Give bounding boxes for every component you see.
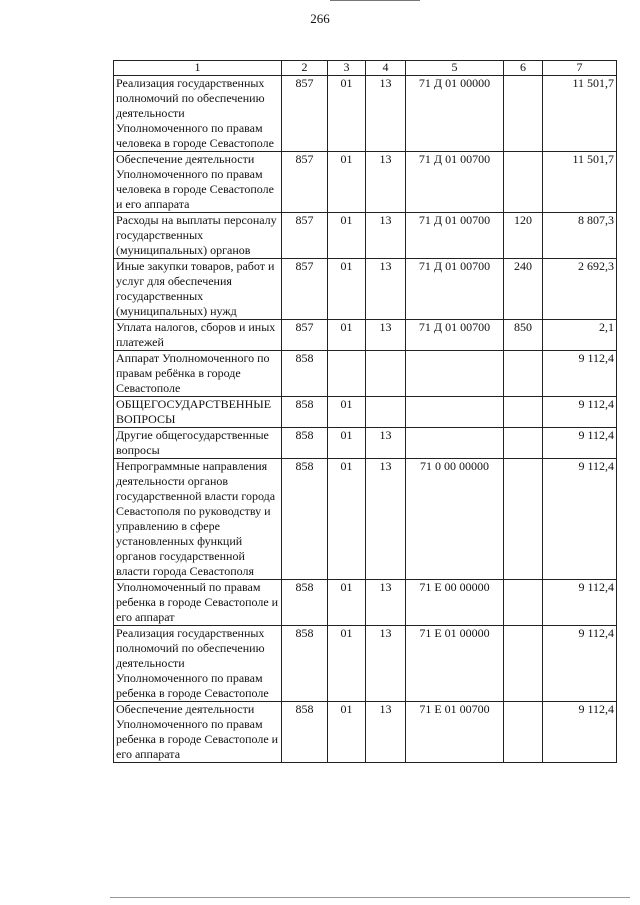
header-row xyxy=(114,61,617,76)
header-col-2: 2 xyxy=(282,61,328,76)
row-name: Уполномоченный по правам ребенка в городе Севастополе и его аппарат xyxy=(114,580,282,626)
row-department-code: 858 xyxy=(282,580,328,626)
table-row xyxy=(114,320,617,351)
row-department-code: 858 xyxy=(282,626,328,702)
row-name: Расходы на выплаты персоналу государственных (муниципальных) органов xyxy=(114,213,282,259)
table-row xyxy=(114,702,617,763)
header-col-3: 3 xyxy=(328,61,366,76)
row-name: Аппарат Уполномоченного по правам ребёнка в городе Севастополе xyxy=(114,351,282,397)
row-section-code: 01 xyxy=(328,76,366,152)
row-subsection-code xyxy=(366,351,406,397)
row-amount: 2,1 xyxy=(543,320,617,351)
header-col-4: 4 xyxy=(366,61,406,76)
row-expense-type xyxy=(504,702,543,763)
header-col-5: 5 xyxy=(406,61,504,76)
row-target-article xyxy=(406,351,504,397)
row-name: Реализация государственных полномочий по обеспечению деятельности Уполномоченного по правам ребенка в городе Севастополе xyxy=(114,626,282,702)
row-section-code: 01 xyxy=(328,626,366,702)
row-target-article xyxy=(406,397,504,428)
row-expense-type xyxy=(504,76,543,152)
row-amount: 9 112,4 xyxy=(543,428,617,459)
row-department-code: 858 xyxy=(282,459,328,580)
table-row xyxy=(114,213,617,259)
row-department-code: 858 xyxy=(282,428,328,459)
row-expense-type: 120 xyxy=(504,213,543,259)
row-name: Обеспечение деятельности Уполномоченного по правам ребенка в городе Севастополе и его аппарата xyxy=(114,702,282,763)
row-target-article: 71 0 00 00000 xyxy=(406,459,504,580)
header-col-6: 6 xyxy=(504,61,543,76)
row-target-article: 71 Д 01 00700 xyxy=(406,320,504,351)
table-row xyxy=(114,351,617,397)
budget-table xyxy=(113,60,617,763)
row-subsection-code: 13 xyxy=(366,152,406,213)
row-subsection-code: 13 xyxy=(366,259,406,320)
row-department-code: 857 xyxy=(282,320,328,351)
row-section-code: 01 xyxy=(328,428,366,459)
row-subsection-code: 13 xyxy=(366,213,406,259)
row-expense-type xyxy=(504,580,543,626)
row-expense-type xyxy=(504,351,543,397)
scan-edge-line xyxy=(110,897,630,898)
row-section-code: 01 xyxy=(328,459,366,580)
row-subsection-code: 13 xyxy=(366,320,406,351)
row-section-code: 01 xyxy=(328,213,366,259)
row-amount: 11 501,7 xyxy=(543,152,617,213)
row-amount: 8 807,3 xyxy=(543,213,617,259)
row-target-article: 71 Е 01 00700 xyxy=(406,702,504,763)
table-row xyxy=(114,428,617,459)
row-expense-type: 240 xyxy=(504,259,543,320)
row-amount: 9 112,4 xyxy=(543,702,617,763)
row-subsection-code xyxy=(366,397,406,428)
row-expense-type xyxy=(504,626,543,702)
row-subsection-code: 13 xyxy=(366,428,406,459)
row-name: Непрограммные направления деятельности органов государственной власти города Севастополя по руководству и управлению в сфере установленных функций органов государственной власти города Севастополя xyxy=(114,459,282,580)
row-department-code: 857 xyxy=(282,213,328,259)
table-row xyxy=(114,397,617,428)
row-section-code: 01 xyxy=(328,397,366,428)
row-target-article: 71 Д 01 00700 xyxy=(406,259,504,320)
row-amount: 9 112,4 xyxy=(543,397,617,428)
table-row xyxy=(114,580,617,626)
row-expense-type xyxy=(504,428,543,459)
scan-edge-line xyxy=(330,0,420,1)
table-row xyxy=(114,626,617,702)
row-amount: 9 112,4 xyxy=(543,626,617,702)
row-expense-type xyxy=(504,152,543,213)
row-department-code: 857 xyxy=(282,76,328,152)
row-department-code: 857 xyxy=(282,152,328,213)
row-target-article: 71 Д 01 00700 xyxy=(406,152,504,213)
row-section-code: 01 xyxy=(328,259,366,320)
header-col-1: 1 xyxy=(114,61,282,76)
row-department-code: 858 xyxy=(282,351,328,397)
header-col-7: 7 xyxy=(543,61,617,76)
row-amount: 2 692,3 xyxy=(543,259,617,320)
row-section-code: 01 xyxy=(328,702,366,763)
row-target-article: 71 Д 01 00000 xyxy=(406,76,504,152)
page-number: 266 xyxy=(310,11,330,26)
row-target-article: 71 Е 00 00000 xyxy=(406,580,504,626)
row-department-code: 857 xyxy=(282,259,328,320)
row-subsection-code: 13 xyxy=(366,702,406,763)
row-name: Уплата налогов, сборов и иных платежей xyxy=(114,320,282,351)
row-amount: 9 112,4 xyxy=(543,459,617,580)
row-subsection-code: 13 xyxy=(366,459,406,580)
row-target-article: 71 Д 01 00700 xyxy=(406,213,504,259)
row-name: Другие общегосударственные вопросы xyxy=(114,428,282,459)
row-subsection-code: 13 xyxy=(366,626,406,702)
row-amount: 9 112,4 xyxy=(543,580,617,626)
row-name: Обеспечение деятельности Уполномоченного по правам человека в городе Севастополе и его аппарата xyxy=(114,152,282,213)
table-row xyxy=(114,152,617,213)
row-expense-type: 850 xyxy=(504,320,543,351)
table-row xyxy=(114,459,617,580)
row-name: Реализация государственных полномочий по обеспечению деятельности Уполномоченного по правам человека в городе Севастополе xyxy=(114,76,282,152)
table-row xyxy=(114,76,617,152)
row-section-code: 01 xyxy=(328,152,366,213)
row-department-code: 858 xyxy=(282,702,328,763)
table-row xyxy=(114,259,617,320)
row-subsection-code: 13 xyxy=(366,580,406,626)
row-section-code xyxy=(328,351,366,397)
row-expense-type xyxy=(504,397,543,428)
row-amount: 9 112,4 xyxy=(543,351,617,397)
row-amount: 11 501,7 xyxy=(543,76,617,152)
row-expense-type xyxy=(504,459,543,580)
row-target-article: 71 Е 01 00000 xyxy=(406,626,504,702)
row-department-code: 858 xyxy=(282,397,328,428)
row-target-article xyxy=(406,428,504,459)
row-section-code: 01 xyxy=(328,320,366,351)
row-name: ОБЩЕГОСУДАРСТВЕННЫЕ ВОПРОСЫ xyxy=(114,397,282,428)
row-subsection-code: 13 xyxy=(366,76,406,152)
row-name: Иные закупки товаров, работ и услуг для обеспечения государственных (муниципальных) нужд xyxy=(114,259,282,320)
row-section-code: 01 xyxy=(328,580,366,626)
